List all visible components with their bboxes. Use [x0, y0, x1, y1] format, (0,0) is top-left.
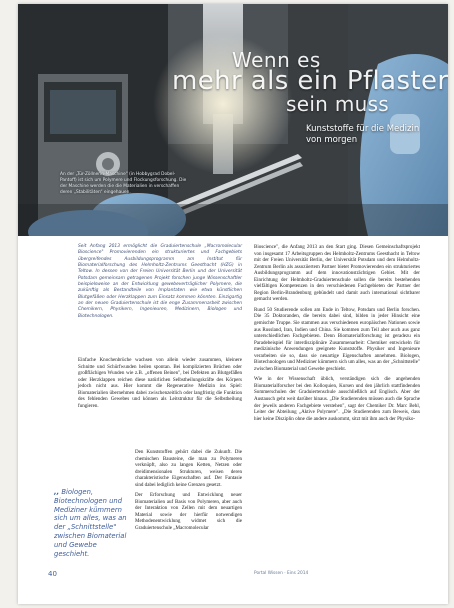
pull-quote	[54, 488, 134, 558]
hero-title-line2: mehr als ein Pflaster	[172, 66, 448, 96]
page-number: 40	[48, 570, 57, 578]
lab-photo-illustration	[18, 4, 448, 236]
paragraph: Der Erforschung und Entwicklung neuer Biomaterialien auf Basis von Polymeren, aber auch der Interaktion von Zellen mit dem neuartigen Material sowie der hierfür notwendigen Methodenentwicklung widmet sich die Graduiertenschule „Macromolecular	[135, 492, 242, 532]
publication-footer: Portal Wissen · Eins 2014	[254, 571, 309, 576]
paragraph: Rund 50 Studierende sollen am Ende in Teltow, Potsdam und Berlin forschen. Die 35 Doktoranden, die bereits dabei sind, bilden in jeder Hinsicht eine gemischte Truppe. Sie stammen aus verschiedenen europäischen Nationen sowie aus Russland, Iran, Indien und China. Sie kommen zum Teil aber auch aus ganz unterschiedlichen Fachgebieten. Denn Biomaterialforschung ist geradezu ein Paradebeispiel für interdisziplinäre Zusammenarbeit: Chemiker entwickeln für medizinische Anwendungen geeignete Kunststoffe. Physiker und Ingenieure verarbeiten sie so, dass sie neuartige Eigenschaften annehmen. Biologen, Biotechnologen und Mediziner kümmern sich um alles, was an der „Schnittstelle" zwischen Biomaterial und Gewebe geschieht.	[254, 306, 420, 372]
paragraph: Einfache Knochenbrüche wachsen von allein wieder zusammen, kleinere Schnitte und Schürfwunden heilen spontan. Bei komplizierten Brüchen oder großflächigen Wunden wie z.B. „offenen Beinen", bei Defekten an Blutgefäßen oder Herzklappen reichen diese natürlichen Selbstheilungskräfte des Körpers jedoch nicht aus. Hier kommt die Regenerative Medizin ins Spiel: Biomaterialien übernehmen dabei zwischenzeitlich oder langfristig die Funktion des fehlenden Gewebes und können als Leitstruktur für die Selbstheilung fungieren.	[78, 357, 242, 409]
photo-caption: An der „Tür-Zöllnerin-Maschine" (in Hobbygrad Dobel-Pantoff) ist sich um Polymere und Flockungsforschung. Die der Maschine werden die die Materialien in verschaffen deren „Stabilitäten“ eingehauen.	[60, 172, 187, 195]
hero-title-line1: Wenn es	[232, 48, 321, 72]
magazine-page	[18, 4, 448, 604]
quote-mark-icon: ,,	[54, 488, 60, 496]
hero-title-line3: sein muss	[286, 92, 390, 116]
article-column-left-continued	[135, 449, 242, 536]
paragraph: Den Kunststoffen gehört dabei die Zukunft. Die chemischen Bausteine, die man zu Polymeren verknüpft, also zu langen Ketten, Netzen oder dreidimensionalen Strukturen, weisen deren charakteristische Eigenschaften auf. Der Fantasie sind dabei lediglich keine Grenzen gesetzt.	[135, 449, 242, 488]
hero-photo	[18, 4, 448, 236]
paragraph: Wie in der Wissenschaft üblich, verständigen sich die angehenden Biomaterialforscher bei den Kolloquien, Kursen und den jährlich stattfindenden Sommerschulen der Graduiertenschule ausschließlich auf Englisch. Aber der Austausch geht weit darüber hinaus. „Die Studierenden müssen auch die Sprache der jeweils anderen Fachgebiete verstehen", sagt der Chemiker Dr. Marc Behl, Leiter der Abteilung „Aktive Polymere". „Die Studierenden zum Beweis, dass hier keine Disziplin ohne die andere auskommt, sitzt mit ihm auch der Physiko-	[254, 376, 420, 422]
article-intro: Seit Anfang 2013 ermöglicht die Graduiertenschule „Macromolecular Bioscience" Promovierenden ein strukturiertes und Fachgebiets übergreifendes Ausbildungsprogramm am Institut für Biomaterialforschung des Helmholtz-Zentrums Geesthacht (HZG) in Teltow. In dessen von der Freien Universität Berlin und der Universität Potsdam gemeinsam getragenen Projekt forschen junge Wissenschaftler beispielsweise an der Entwicklung gewebeverträglicher Polymere, die zukünftig als Bestandteile von Implantaten wie etwa künstlichen Blutgefäßen oder Herzklappen zum Einsatz kommen könnten. Einzigartig an der neuen Graduiertenschule ist die enge Zusammenarbeit zwischen Chemikern, Physikern, Ingenieuren, Medizinern, Biologen und Biotechnologen.	[78, 244, 242, 319]
pull-quote-text: Biologen, Biotechnologen und Mediziner kümmern sich um alles, was an der „Schnittstelle" zwischen Biomaterial und Gewebe geschieht.	[54, 488, 127, 558]
article-column-left	[78, 357, 242, 413]
hero-subtitle: Kunststoffe für die Medizin von morgen	[306, 124, 420, 145]
paragraph: Bioscience", die Anfang 2013 an den Start ging. Diesen Gemeinschaftsprojekt von insgesamt 17 Arbeitsgruppen des Helmholtz-Zentrums Geesthacht in Teltow mit der Freien Universität Berlin, der Universität Potsdam und dem Helmholtz-Zentrum Berlin als assoziiertem Partner bietet Promovierenden ein strukturiertes Ausbildungsprogramm auf dem innovationsträchtigen Gebiet. Mit der Einrichtung der Helmholtz-Graduiertenschule sollen die bereits bestehenden vielfältigen Kompetenzen in den verschiedenen Fachgebieten der Partner der Region Berlin-Brandenburg gebündelt und damit auch international sichtbarer gemacht werden.	[254, 244, 420, 303]
article-column-right	[254, 244, 420, 426]
